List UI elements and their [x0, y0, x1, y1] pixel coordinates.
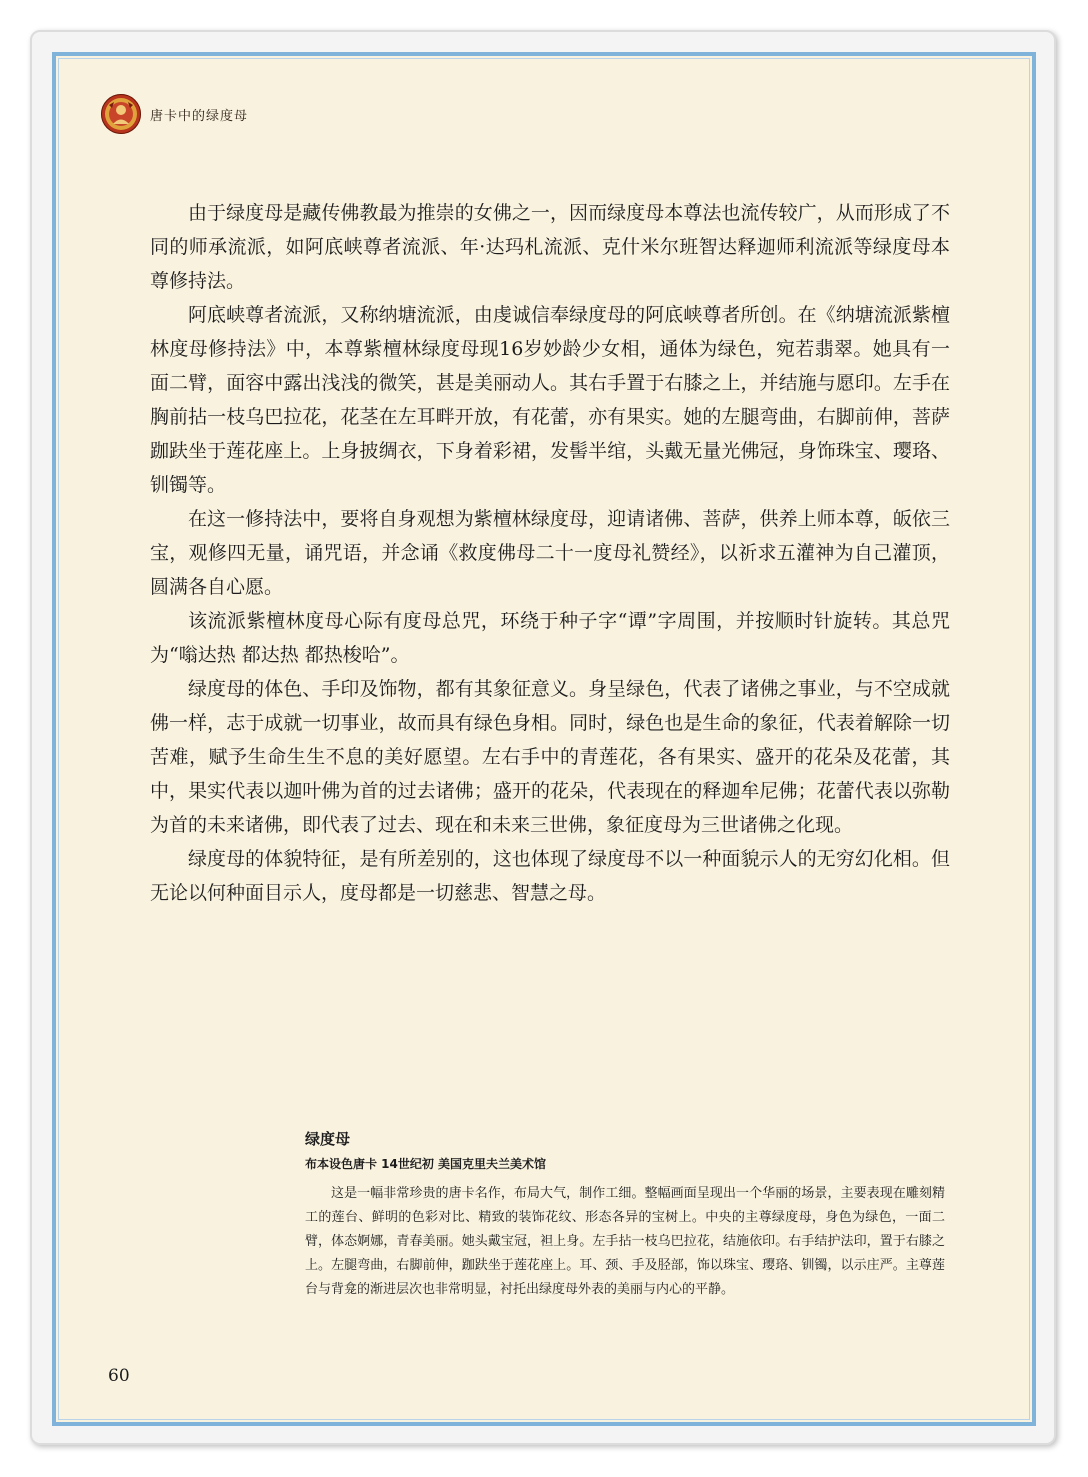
page-number: 60: [108, 1366, 130, 1386]
figure-caption: [305, 1128, 945, 1302]
paragraph: 阿底峡尊者流派，又称纳塘流派，由虔诚信奉绿度母的阿底峡尊者所创。在《纳塘流派紫檀林度母修持法》中，本尊紫檀林绿度母现16岁妙龄少女相，通体为绿色，宛若翡翠。她具有一面二臂，面容中露出浅浅的微笑，甚是美丽动人。其右手置于右膝之上，并结施与愿印。左手在胸前拈一枝乌巴拉花，花茎在左耳畔开放，有花蕾，亦有果实。她的左腿弯曲，右脚前伸，菩萨跏趺坐于莲花座上。上身披绸衣，下身着彩裙，发髻半绾，头戴无量光佛冠，身饰珠宝、璎珞、钏镯等。: [150, 304, 950, 496]
caption-meta: 布本设色唐卡 14世纪初 美国克里夫兰美术馆: [305, 1157, 547, 1171]
paragraph: 该流派紫檀林度母心际有度母总咒，环绕于种子字“谭”字周围，并按顺时针旋转。其总咒为“嗡达热 都达热 都热梭哈”。: [150, 610, 950, 666]
header-title: 唐卡中的绿度母: [150, 108, 249, 124]
caption-title: 绿度母: [305, 1130, 351, 1148]
paragraph: 绿度母的体色、手印及饰物，都有其象征意义。身呈绿色，代表了诸佛之事业，与不空成就佛一样，志于成就一切事业，故而具有绿色身相。同时，绿色也是生命的象征，代表着解除一切苦难，赋予生命生生不息的美好愿望。左右手中的青莲花，各有果实、盛开的花朵及花蕾，其中，果实代表以迦叶佛为首的过去诸佛；盛开的花朵，代表现在的释迦牟尼佛；花蕾代表以弥勒为首的未来诸佛，即代表了过去、现在和未来三世佛，象征度母为三世诸佛之化现。: [150, 678, 950, 836]
main-text: [150, 196, 950, 910]
running-header: [100, 92, 248, 136]
tibetan-deity-seal-icon: [100, 93, 142, 135]
paragraph: 在这一修持法中，要将自身观想为紫檀林绿度母，迎请诸佛、菩萨，供养上师本尊，皈依三宝，观修四无量，诵咒语，并念诵《救度佛母二十一度母礼赞经》，以祈求五灌神为自己灌顶，圆满各自心愿。: [150, 508, 950, 598]
paragraph: 绿度母的体貌特征，是有所差别的，这也体现了绿度母不以一种面貌示人的无穷幻化相。但无论以何种面目示人，度母都是一切慈悲、智慧之母。: [150, 848, 950, 904]
caption-text: 这是一幅非常珍贵的唐卡名作，布局大气，制作工细。整幅画面呈现出一个华丽的场景，主要表现在雕刻精工的莲台、鲜明的色彩对比、精致的装饰花纹、形态各异的宝树上。中央的主尊绿度母，身色为绿色，一面二臂，体态婀娜，青春美丽。她头戴宝冠，袒上身。左手拈一枝乌巴拉花，结施依印。右手结护法印，置于右膝之上。左腿弯曲，右脚前伸，跏趺坐于莲花座上。耳、颈、手及胫部，饰以珠宝、璎珞、钏镯，以示庄严。主尊莲台与背龛的渐进层次也非常明显，衬托出绿度母外表的美丽与内心的平静。: [305, 1186, 945, 1297]
paragraph: 由于绿度母是藏传佛教最为推崇的女佛之一，因而绿度母本尊法也流传较广，从而形成了不同的师承流派，如阿底峡尊者流派、年·达玛札流派、克什米尔班智达释迦师利流派等绿度母本尊修持法。: [150, 202, 950, 292]
